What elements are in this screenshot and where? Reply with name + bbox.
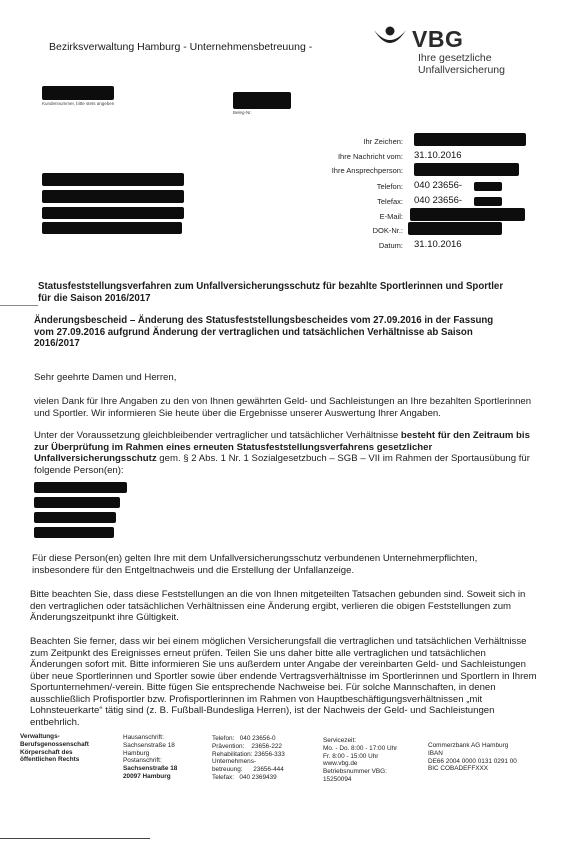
bottom-edge-line	[0, 838, 150, 839]
document-number-label: Beleg-Nr.	[233, 110, 252, 115]
redacted-person-3	[34, 512, 116, 523]
paragraph-status-bold: besteht für den Zeitraum bis zur Überprüfung im Rahmen eines erneuten Statusfeststellungsverfahrens gesetzlicher Unfallversicherungsschutz	[34, 430, 530, 464]
phone-label: Telefon:	[376, 182, 403, 191]
footer-address	[123, 734, 177, 781]
footer-service: Servicezeit: Mo. - Do. 8:00 - 17:00 Uhr Fr. 8:00 - 15:00 Uhr www.vbg.de Betriebsnummer VBG: 15250094	[323, 737, 398, 783]
redacted-contact	[414, 163, 519, 176]
phone-value: 040 23656-	[414, 180, 463, 191]
footer-phones: Telefon: 040 23656-0 Prävention: 23656-222 Rehabilitation: 23656-333 Unternehmens- betreuung: 23656-444 Telefax: 040 2369439	[212, 735, 285, 781]
redacted-document-number	[233, 92, 291, 109]
paragraph-facts: Bitte beachten Sie, dass diese Feststellungen an die von Ihnen mitgeteilten Tatsachen gebunden sind. Soweit sich in den vertraglichen oder tatsächlichen Verhältnissen eine Änderung ergibt, verlieren die obigen Feststellungen zum Änderungszeitpunkt ihre Gültigkeit.	[30, 589, 526, 623]
fax-label: Telefax:	[377, 197, 403, 206]
redacted-customer-number	[42, 86, 114, 100]
footer-organization: Verwaltungs- Berufsgenossenschaft Körperschaft des öffentlichen Rechts	[20, 733, 89, 764]
redacted-person-2	[34, 497, 120, 508]
redacted-recipient-line2	[42, 190, 184, 203]
subject-heading	[38, 281, 538, 304]
amendment-line1: Änderungsbescheid – Änderung des Statusfeststellungsbescheides vom 27.09.2016 in der Fassung	[34, 315, 494, 326]
subject-line1: Statusfeststellungsverfahren zum Unfallversicherungsschutz für bezahlte Sportlerinnen und Sportler	[38, 281, 504, 292]
paragraph-duties: Für diese Person(en) gelten Ihre mit dem Unfallversicherungsschutz verbundenen Unternehmerpflichten, insbesondere für den Entgeltnachweis und die Erstellung der Unfallanzeige.	[32, 553, 478, 576]
dok-label: DOK-Nr.:	[372, 226, 403, 235]
paragraph-status-a: Unter der Voraussetzung gleichbleibender vertraglicher und tatsächlicher Verhältnisse	[34, 430, 401, 441]
amendment-line3: 2016/2017	[34, 338, 80, 349]
salutation: Sehr geehrte Damen und Herren,	[34, 372, 177, 383]
footer-bank: Commerzbank AG Hamburg IBAN DE66 2004 0000 0131 0291 00 BIC COBADEFFXXX	[428, 742, 517, 773]
email-label: E-Mail:	[379, 212, 403, 221]
date-value: 31.10.2016	[414, 239, 462, 250]
redacted-person-1	[34, 482, 127, 493]
logo-subtitle-line1: Ihre gesetzliche	[418, 52, 492, 64]
footer-address-b: Sachsenstraße 18 20097 Hamburg	[123, 765, 178, 780]
redacted-recipient-line3	[42, 207, 184, 219]
redacted-phone-extension	[474, 182, 502, 191]
paragraph-thanks: vielen Dank für Ihre Angaben zu den von Ihnen gewährten Geld- und Sachleistungen an Ihre bezahlten Sportlerinnen und Sportler. Wir informieren Sie heute über die Ergebnisse unserer Auswertung Ihrer Angaben.	[34, 396, 532, 419]
contact-label: Ihre Ansprechperson:	[331, 166, 403, 175]
redacted-person-4	[34, 527, 114, 538]
vbg-logo-text: VBG	[412, 26, 464, 52]
fax-value: 040 23656-	[414, 195, 463, 206]
your-sign-label: Ihr Zeichen:	[363, 137, 403, 146]
date-label: Datum:	[378, 241, 403, 250]
vbg-logo-subtitle	[418, 52, 528, 76]
vbg-logo-icon	[372, 26, 408, 54]
paragraph-claims: Beachten Sie ferner, dass wir bei einem möglichen Versicherungsfall die vertraglichen und tatsächlichen Verhältnisse zum Zeitpunkt des Ereignisses erneut prüfen. Teilen Sie uns daher bitte alle vertraglichen und tatsächlichen Änderungen sofort mit. Bitte informieren Sie uns außerdem unter Angabe der vereinbarten Geld- und Sachleistungen über neue Sportlerinnen und Sportler sowie über endende Vertragsverhältnisse im Sportlerinnen und Sportlern in Ihrem Sportunternehmen/-verein. Bitte fügen Sie entsprechende Nachweise bei. Für solche Mannschaften, in denen ausschließlich Profisportler bzw. Profisportlerinnen im Rahmen von Hauptbeschäftigungsverhältnissen „mit Lohnsteuerkarte“ tätig sind (z. B. Fußball-Bundesliga Herren), ist der Nachweis der Geld- und Sachleistungen entbehrlich.	[30, 636, 537, 728]
amendment-line2: vom 27.09.2016 aufgrund Änderung der vertraglichen und tatsächlichen Verhältnisse ab Saison	[34, 326, 473, 338]
redacted-your-sign	[414, 133, 526, 146]
your-message-label: Ihre Nachricht vom:	[337, 152, 403, 161]
paragraph-status-c: gem. § 2 Abs. 1 Nr. 1 Sozialgesetzbuch – SGB – VII im Rahmen der Sportausübung für folgende Person(en):	[34, 453, 530, 476]
sender-office: Bezirksverwaltung Hamburg - Unternehmensbetreuung -	[49, 41, 313, 53]
redacted-recipient-line1	[42, 173, 184, 186]
customer-number-label: Kundennummer, bitte stets angeben	[42, 101, 115, 106]
fold-mark	[0, 305, 38, 306]
redacted-recipient-line4	[42, 222, 182, 234]
redacted-fax-extension	[474, 197, 502, 206]
paragraph-status	[34, 430, 534, 476]
redacted-email	[410, 208, 525, 221]
redacted-dok-number	[408, 222, 502, 235]
subject-line2: für die Saison 2016/2017	[38, 292, 151, 304]
amendment-heading	[34, 315, 539, 350]
footer-address-a: Hausanschrift: Sachsenstraße 18 Hamburg Postanschrift:	[123, 734, 175, 765]
logo-subtitle-line2: Unfallversicherung	[418, 64, 505, 76]
your-message-value: 31.10.2016	[414, 150, 462, 161]
